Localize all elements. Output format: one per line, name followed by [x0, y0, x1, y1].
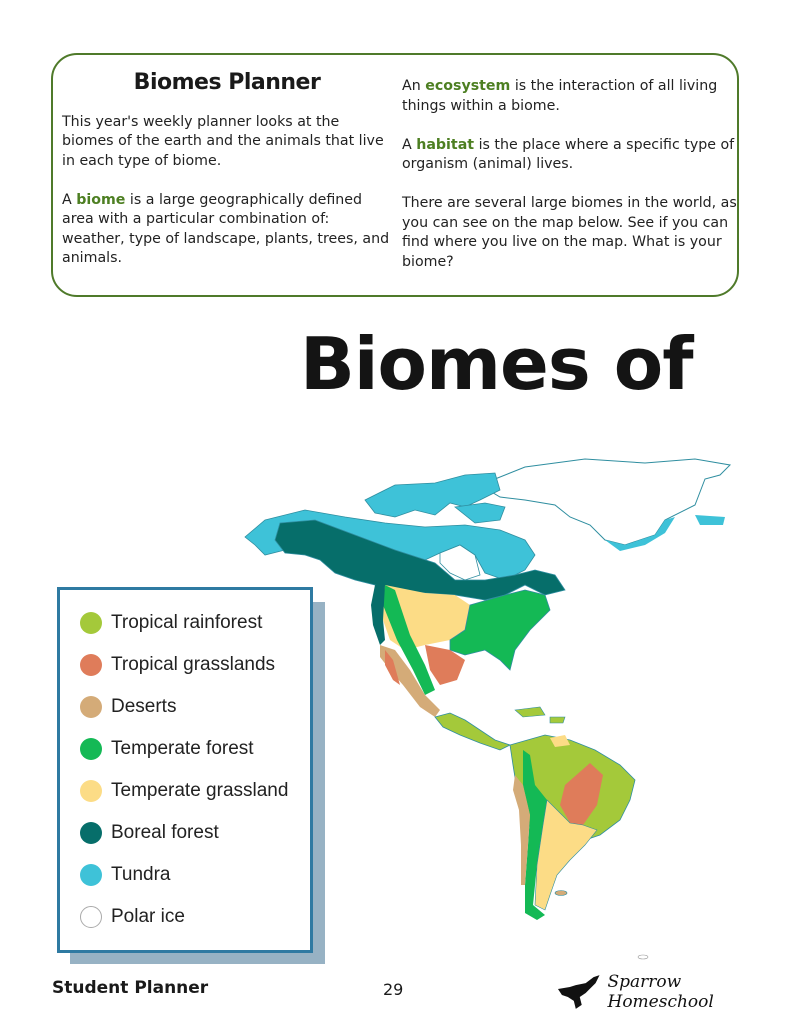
tropical-grasslands-swatch-icon — [80, 654, 102, 676]
page-heading: Biomes of — [300, 322, 693, 406]
info-box-title: Biomes Planner — [133, 70, 321, 95]
legend-label: Tropical grasslands — [111, 654, 276, 675]
polar-ice-swatch-icon — [80, 906, 102, 928]
legend-item-tundra — [80, 862, 171, 888]
legend-item-temperate-forest — [80, 736, 254, 762]
legend-item-tropical-grasslands — [80, 652, 275, 678]
tropical-rainforest-swatch-icon — [80, 612, 102, 634]
legend-label: Temperate grassland — [111, 780, 289, 801]
page-number: 29 — [383, 980, 404, 999]
legend-label: Tropical rainforest — [111, 612, 263, 633]
legend-label: Tundra — [111, 864, 171, 885]
map-prompt: There are several large biomes in the world, as you can see on the map below. See if you can find where you live on the map. What is your biome? — [402, 195, 737, 270]
text: is the place where a specific type of organism (animal) lives. — [402, 136, 735, 172]
legend-item-polar-ice — [80, 904, 185, 930]
sparrow-icon — [556, 975, 604, 1009]
brand-name: Sparrow Homeschool — [607, 972, 714, 1012]
legend-label: Boreal forest — [111, 822, 219, 843]
legend-label: Temperate forest — [111, 738, 254, 759]
legend-item-boreal-forest — [80, 820, 219, 846]
keyword-ecosystem: ecosystem — [425, 78, 511, 94]
legend-item-temperate-grassland — [80, 778, 288, 804]
text: is a large geographically defined area with a particular combination of: weather, type of landscape, plants, trees, and animals. — [62, 191, 390, 266]
brand-logo — [556, 972, 791, 1012]
tundra-swatch-icon — [80, 864, 102, 886]
text: is the interaction of all living things within a biome. — [402, 78, 718, 114]
text: An — [402, 78, 426, 94]
footer-title: Student Planner — [52, 978, 209, 998]
legend-label: Polar ice — [111, 906, 185, 927]
habitat-definition — [402, 136, 737, 175]
ecosystem-definition — [402, 77, 737, 116]
temperate-forest-swatch-icon — [80, 738, 102, 760]
keyword-habitat: habitat — [416, 136, 475, 153]
legend-item-tropical-rainforest — [80, 610, 262, 636]
info-column-left — [62, 55, 392, 288]
intro-paragraph: This year's weekly planner looks at the biomes of the earth and the animals that live in each type of biome. — [62, 113, 384, 169]
deserts-swatch-icon — [80, 696, 102, 718]
text: A — [402, 136, 417, 153]
biome-definition — [62, 191, 392, 269]
info-column-right — [402, 77, 737, 292]
legend-item-deserts — [80, 694, 176, 720]
biome-legend — [57, 587, 313, 953]
boreal-forest-swatch-icon — [80, 822, 102, 844]
keyword-biome: biome — [76, 191, 126, 208]
text: A — [62, 191, 77, 208]
legend-label: Deserts — [111, 696, 177, 717]
intro-info-box — [51, 53, 739, 297]
temperate-grassland-swatch-icon — [80, 780, 102, 802]
